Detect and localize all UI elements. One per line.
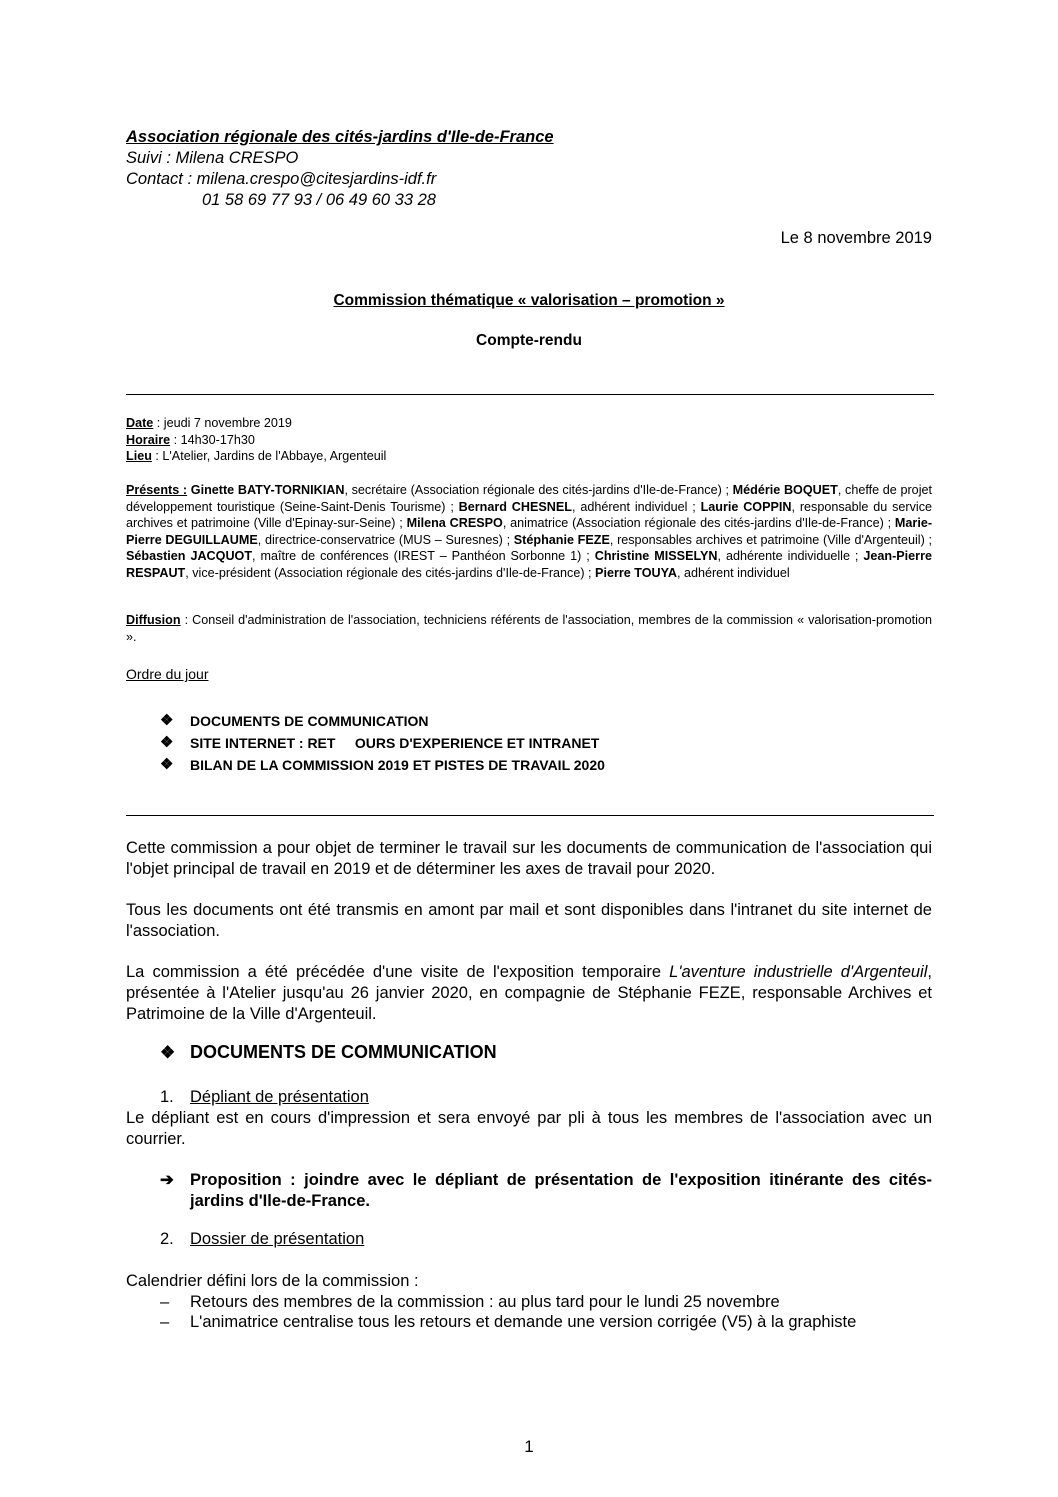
attendees-label: Présents : [126,483,188,497]
brochure-paragraph: Le dépliant est en cours d'impression et sera envoyé par pli à tous les membres de l'association avec un courrier. [126,1109,932,1148]
attendee-name: Sébastien JACQUOT [126,549,253,564]
follow-up-line: Suivi : Milena CRESPO [126,149,299,167]
attendees-paragraph [126,482,932,582]
meeting-place-label: Lieu [126,449,152,464]
divider-bottom [126,815,934,816]
attendee-name: Milena CRESPO [406,516,503,531]
attendee-role: , cheffe de projet développement touristique (Seine-Saint-Denis Tourisme) ; [126,483,932,514]
attendee-name: Stéphanie FEZE [513,532,610,547]
attendee-name: Médérie BOQUET [732,483,838,497]
attendee-name: Christine MISSELYN [594,549,718,564]
attendee-role: , vice-président (Association régionale des cités-jardins d'Ile-de-France) ; [185,565,596,580]
organization-name: Association régionale des cités-jardins d'Ile-de-France [126,128,554,146]
intro-paragraph-3: La commission a été précédée d'une visite de l'exposition temporaire L'aventure industrielle d'Argenteuil, présentée à l'Atelier jusqu'au 26 janvier 2020, en compagnie de Stéphanie FEZE, responsable Archives et Patrimoine de la Ville d'Argenteuil. [126,963,932,1023]
meeting-date-value: : jeudi 7 novembre 2019 [153,416,292,430]
subsection-heading-1: 1. Dépliant de présentation [160,1088,369,1106]
agenda-list [160,710,605,776]
attendee-role: , responsables archives et patrimoine (Ville d'Argenteuil) ; [609,532,932,547]
meeting-place-row [126,448,932,465]
arrow-right-icon: ➔ [160,1171,174,1189]
attendee-role: , secrétaire (Association régionale des cités-jardins d'Ile-de-France) ; [344,483,733,497]
meeting-time-label: Horaire [126,432,171,447]
agenda-item: ❖ BILAN DE LA COMMISSION 2019 ET PISTES DE TRAVAIL 2020 [160,754,605,776]
attendee-role: , responsable du service archives et patrimoine (Ville d'Epinay-sur-Seine) ; [126,499,933,531]
attendee-name: Ginette BATY-TORNIKIAN [187,483,345,497]
meeting-time-row [126,432,932,449]
calendar-intro: Calendrier défini lors de la commission : [126,1272,419,1290]
document-subtitle: Compte-rendu [476,332,582,349]
agenda-label: Ordre du jour [126,666,209,682]
document-title: Commission thématique « valorisation – promotion » [333,292,725,309]
section-heading: ❖ DOCUMENTS DE COMMUNICATION [160,1042,497,1062]
meeting-date-label: Date [126,416,154,430]
attendee-name: Marie-Pierre DEGUILLAUME [126,516,933,547]
meeting-place-value: : L'Atelier, Jardins de l'Abbaye, Argenteuil [151,449,387,464]
attendee-name: Pierre TOUYA [595,565,677,580]
exhibition-title: L'aventure industrielle d'Argenteuil [669,963,928,981]
attendee-name: Bernard CHESNEL [458,499,572,514]
diamond-bullet-icon: ❖ [160,1042,176,1062]
subsection-heading-2: 2. Dossier de présentation [160,1230,365,1248]
attendee-role: , animatrice (Association régionale des cités-jardins d'Ile-de-France) ; [502,516,895,531]
intro-paragraph-2: Tous les documents ont été transmis en amont par mail et sont disponibles dans l'intranet du site internet de l'association. [126,901,932,940]
attendee-role: , maître de conférences (IREST – Panthéon Sorbonne 1) ; [252,549,595,564]
letter-header [126,127,554,211]
list-item: – L'animatrice centralise tous les retours et demande une version corrigée (V5) à la graphiste [160,1313,857,1331]
attendee-role: , adhérent individuel [676,565,790,580]
distribution-text: : Conseil d'administration de l'association, techniciens référents de l'association, membres de la commission « valorisation-promotion ». [126,613,932,644]
proposition-paragraph: ➔ Proposition : joindre avec le dépliant de présentation de l'exposition itinérante des cités-jardins d'Ile-de-France. [160,1171,932,1210]
attendees-list [126,483,932,580]
page-number: 1 [524,1437,534,1456]
attendee-role: , directrice-conservatrice (MUS – Suresnes) ; [257,532,514,547]
attendee-name: Jean-Pierre RESPAUT [126,549,932,580]
list-item: – Retours des membres de la commission : au plus tard pour le lundi 25 novembre [160,1293,780,1311]
attendee-name: Laurie COPPIN [700,499,792,514]
distribution-paragraph [126,612,932,645]
agenda-item: ❖ SITE INTERNET : RET OURS D'EXPERIENCE ET INTRANET [160,732,605,754]
meeting-meta [126,415,932,465]
divider-top [126,394,934,395]
distribution-label: Diffusion [126,613,181,627]
meeting-date-row [126,415,932,432]
diamond-bullet-icon: ❖ [160,734,174,751]
phone-line: 01 58 69 77 93 / 06 49 60 33 28 [202,191,436,209]
contact-line: Contact : milena.crespo@citesjardins-idf.fr [126,170,437,188]
calendar-list [160,1292,856,1332]
diamond-bullet-icon: ❖ [160,756,174,773]
diamond-bullet-icon: ❖ [160,712,174,729]
attendee-role: , adhérent individuel ; [571,499,701,514]
meeting-time-value: : 14h30-17h30 [170,432,255,447]
intro-paragraph-1: Cette commission a pour objet de terminer le travail sur les documents de communication de l'association qui l'objet principal de travail en 2019 et de déterminer les axes de travail pour 2020. [126,839,932,878]
agenda-item: ❖ DOCUMENTS DE COMMUNICATION [160,710,605,732]
document-date: Le 8 novembre 2019 [780,229,932,247]
attendee-role: , adhérente individuelle ; [717,549,864,564]
